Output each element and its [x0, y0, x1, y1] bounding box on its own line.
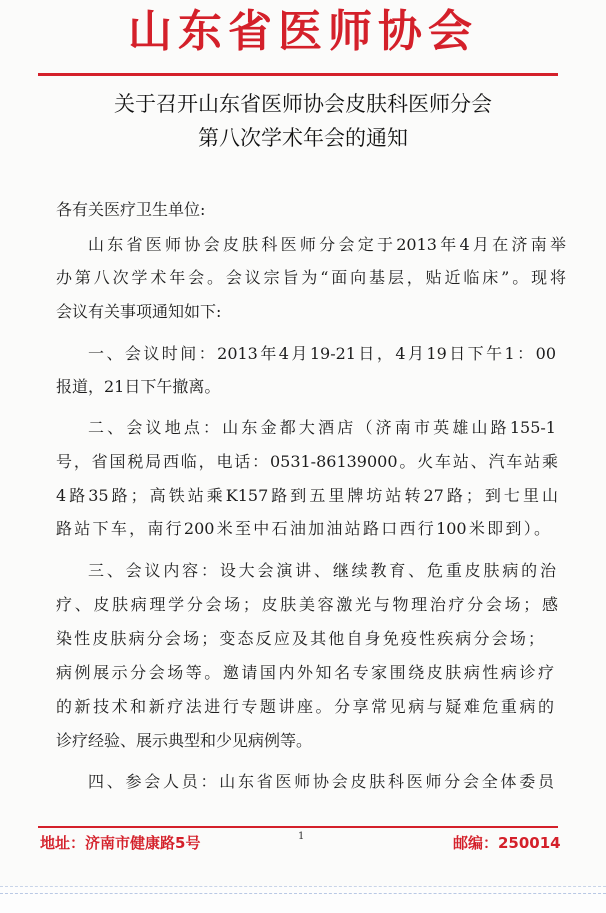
section-4-line: 四、参会人员：山东省医师协会皮肤科医师分会全体委员	[88, 772, 554, 791]
section-3-line: 的新技术和新疗法进行专题讲座。分享常见病与疑难危重病的	[56, 697, 554, 716]
section-3-line: 三、会议内容：设大会演讲、继续教育、危重皮肤病的治	[88, 561, 556, 580]
section-3-line: 疗、皮肤病理学分会场；皮肤美容激光与物理治疗分会场；感	[56, 595, 558, 614]
letterhead-title: 山东省医师协会	[128, 6, 478, 57]
body-line: 办第八次学术年会。会议宗旨为“面向基层，贴近临床”。现将	[56, 268, 566, 287]
section-1-line: 报道，21日下午撤离。	[56, 377, 221, 396]
scan-guide-line	[0, 893, 606, 894]
section-2-line: 4路35路；高铁站乘K157路到五里牌坊站转27路；到七里山	[56, 486, 558, 505]
section-2-line: 路站下车，南行200米至中石油加油站路口西行100米即到）。	[56, 519, 550, 538]
section-3-line: 染性皮肤病分会场；变态反应及其他自身免疫性疾病分会场；	[56, 629, 544, 648]
page-number: 1	[298, 831, 305, 842]
salutation: 各有关医疗卫生单位:	[56, 200, 206, 219]
scan-margin	[0, 886, 606, 913]
body-line: 会议有关事项通知如下:	[56, 302, 222, 321]
footer-address: 地址：济南市健康路5号	[40, 834, 201, 852]
section-3-line: 病例展示分会场等。邀请国内外知名专家围绕皮肤病性病诊疗	[56, 663, 554, 682]
letterhead-divider	[38, 73, 558, 76]
section-3-line: 诊疗经验、展示典型和少见病例等。	[56, 731, 313, 750]
section-1-line: 一、会议时间：2013年4月19-21日，4月19日下午1：00	[88, 344, 556, 363]
body-line: 山东省医师协会皮肤科医师分会定于2013年4月在济南举	[88, 235, 566, 254]
notice-title-line-1: 关于召开山东省医师协会皮肤科医师分会	[114, 92, 492, 116]
notice-title-line-2: 第八次学术年会的通知	[198, 126, 408, 150]
section-2-line: 号，省国税局西临，电话：0531-86139000。火车站、汽车站乘	[56, 452, 558, 471]
footer-postcode: 邮编：250014	[453, 834, 561, 852]
footer-divider	[38, 826, 558, 828]
section-2-line: 二、会议地点：山东金都大酒店（济南市英雄山路155-1	[88, 418, 556, 437]
